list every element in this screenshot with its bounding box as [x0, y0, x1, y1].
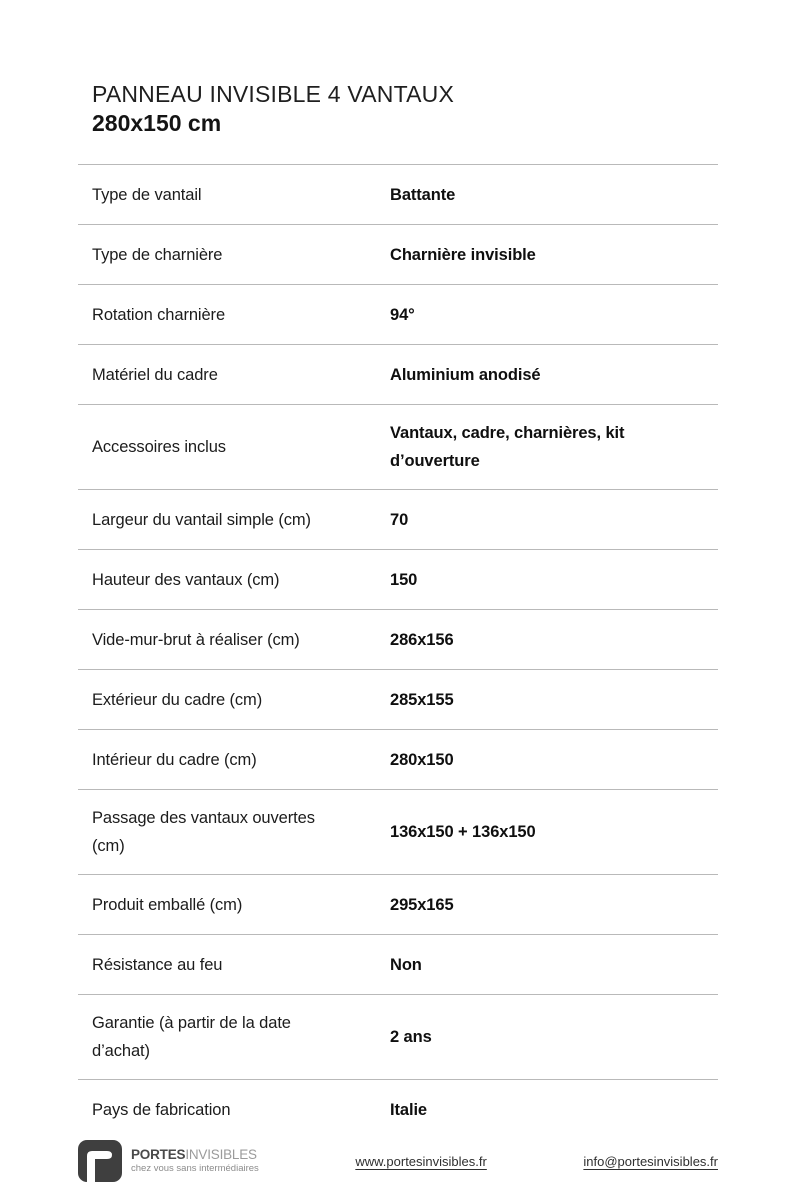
spec-value: Non — [390, 955, 422, 974]
table-row — [78, 284, 718, 344]
spec-label: Accessoires inclus — [92, 438, 226, 456]
spec-label: Résistance au feu — [92, 955, 223, 974]
spec-label: Passage des vantaux ouvertes (cm) — [92, 809, 315, 855]
brand-logo — [78, 1140, 259, 1182]
spec-value: 295x165 — [390, 895, 454, 914]
brand-name — [131, 1147, 259, 1162]
spec-label: Type de charnière — [92, 245, 223, 264]
spec-label: Matériel du cadre — [92, 365, 218, 384]
spec-value: 150 — [390, 570, 418, 589]
spec-label: Garantie (à partir de la date d’achat) — [92, 1014, 291, 1060]
door-logo-icon — [78, 1140, 122, 1182]
table-row — [78, 789, 718, 874]
spec-value: 136x150 + 136x150 — [390, 823, 536, 841]
spec-label: Vide-mur-brut à réaliser (cm) — [92, 630, 300, 649]
spec-value: 285x155 — [390, 690, 454, 709]
spec-label: Largeur du vantail simple (cm) — [92, 510, 311, 529]
spec-label: Extérieur du cadre (cm) — [92, 690, 263, 709]
spec-sheet-page — [78, 0, 718, 1200]
spec-value: 280x150 — [390, 750, 454, 769]
document-header — [78, 80, 718, 138]
table-row — [78, 164, 718, 224]
table-row — [78, 1079, 718, 1139]
table-row — [78, 344, 718, 404]
table-row — [78, 404, 718, 489]
spec-value: Vantaux, cadre, charnières, kit d’ouverture — [390, 424, 625, 470]
product-title: PANNEAU INVISIBLE 4 VANTAUX — [92, 81, 455, 107]
website-link[interactable]: www.portesinvisibles.fr — [355, 1153, 487, 1169]
spec-value: 2 ans — [390, 1028, 432, 1046]
product-size: 280x150 cm — [92, 110, 222, 136]
document-footer — [78, 1140, 718, 1182]
spec-label: Rotation charnière — [92, 305, 226, 324]
spec-label: Intérieur du cadre (cm) — [92, 750, 257, 769]
spec-value: 94° — [390, 305, 415, 324]
brand-tagline: chez vous sans intermédiaires — [131, 1163, 259, 1174]
spec-value: Aluminium anodisé — [390, 365, 541, 384]
spec-value: 70 — [390, 510, 409, 529]
specification-table — [78, 164, 718, 1139]
email-link[interactable]: info@portesinvisibles.fr — [583, 1153, 718, 1169]
table-row — [78, 549, 718, 609]
spec-value: Charnière invisible — [390, 245, 536, 264]
table-row — [78, 489, 718, 549]
spec-value: Italie — [390, 1100, 428, 1119]
spec-value: 286x156 — [390, 630, 454, 649]
spec-label: Pays de fabrication — [92, 1100, 231, 1119]
table-row — [78, 934, 718, 994]
spec-value: Battante — [390, 185, 456, 204]
table-row — [78, 669, 718, 729]
table-row — [78, 609, 718, 669]
spec-label: Produit emballé (cm) — [92, 895, 243, 914]
table-row — [78, 729, 718, 789]
brand-name-light: INVISIBLES — [185, 1147, 257, 1162]
table-row — [78, 994, 718, 1079]
table-row — [78, 874, 718, 934]
table-row — [78, 224, 718, 284]
spec-label: Type de vantail — [92, 185, 202, 204]
spec-label: Hauteur des vantaux (cm) — [92, 570, 280, 589]
brand-text — [131, 1147, 259, 1175]
brand-name-bold: PORTES — [131, 1147, 186, 1162]
